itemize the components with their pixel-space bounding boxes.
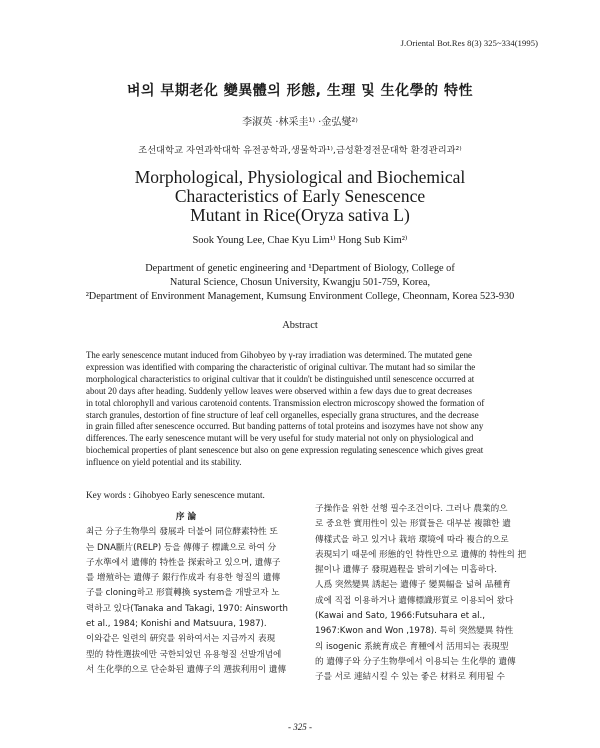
abstract-heading: Abstract <box>282 320 318 331</box>
korean-authors: 李淑英 ·林采圭¹⁾ ·金弘燮²⁾ <box>242 117 358 128</box>
abstract-line: in total chlorophyll and various carotenoid contents. Transmission electron microscopy showed the formation of <box>86 397 485 408</box>
right-column <box>315 502 525 686</box>
abstract-line: The early senescence mutant induced from Gihobyeo by γ-ray irradiation was determined. The mutated gene <box>86 350 472 360</box>
body-line: 로 중요한 實用性이 있는 形質들은 대부분 複雜한 遺 <box>315 519 511 530</box>
english-affiliation <box>0 262 600 304</box>
body-line: et al., 1984; Konishi and Matsuura, 1987). <box>86 619 267 630</box>
abstract-line: differences. The early senescence mutant will be very useful for study material not only on physiological and <box>86 433 474 444</box>
page-number: - 325 - <box>288 722 312 732</box>
journal-reference: J.Oriental Bot.Res 8(3) 325~334(1995) <box>400 38 538 48</box>
body-line: 이와같은 일련의 硏究를 위하여서는 지금까지 表現 <box>86 634 276 645</box>
body-line: 子를 cloning하고 形質轉換 system을 개발코자 노 <box>86 588 280 599</box>
body-line: 傳樣式을 하고 있거나 栽培 環境에 따라 複合的으로 <box>315 534 509 545</box>
abstract-line: in grain filled after senescence occurred. But banding patterns of total proteins and isozymes have not show any <box>86 421 484 432</box>
body-line: 的 遺傳子와 分子生物學에서 이용되는 生化學的 遺傳 <box>315 656 516 667</box>
body-line: 의 isogenic 系統育成은 育種에서 活用되는 表現型 <box>315 641 509 652</box>
body-line: 握이나 遺傳子 發現過程을 밝히기에는 미흡하다. <box>315 565 498 576</box>
korean-title: 벼의 早期老化 變異體의 形態, 生理 및 生化學的 特性 <box>126 83 474 99</box>
abstract-line: expression was identified with comparing the characteristic of original cultivar. The mutant had so similar the <box>86 361 476 372</box>
english-title-line: Morphological, Physiological and Biochemical <box>134 167 466 187</box>
body-line: 를 增殖하는 遺傳子 銀行作成과 有용한 형질의 遺傳 <box>86 573 281 584</box>
body-line: 成에 직접 이용하거나 遺傳標識形質로 이용되어 왔다 <box>315 595 514 606</box>
abstract-line: about 20 days after heading. Suddenly yellow leaves were observed within a few days due to great decreases <box>86 385 472 396</box>
section-heading: 序 論 <box>175 512 197 522</box>
abstract-line: starch granules, destortion of fine structure of leaf cell organelles, especially grana structures, and the decrease <box>86 409 479 420</box>
abstract-line: influence on yield potential and its stability. <box>86 457 242 468</box>
left-column <box>86 510 286 678</box>
affiliation-line: ²Department of Environment Management, Kumsung Environment College, Cheonnam, Korea 523-930 <box>85 291 515 302</box>
body-line: 서 生化學的으로 단순화된 遺傳子의 選拔利用이 遺傳 <box>86 664 287 675</box>
english-title-line: Characteristics of Early Senescence <box>174 186 426 206</box>
english-authors: Sook Young Lee, Chae Kyu Lim¹⁾ Hong Sub Kim²⁾ <box>192 235 408 246</box>
body-line: 人爲 突然變異 誘起는 遺傳子 變異幅을 넓혀 品種育 <box>315 580 511 591</box>
body-line: 型的 特性選拔에만 국한되었던 유용형질 선발개념에 <box>86 649 282 660</box>
abstract-body <box>86 350 516 469</box>
body-line: 는 DNA斷片(RELP) 등을 傳傳子 標識으로 하여 分 <box>86 542 277 553</box>
body-line: 子를 서로 連結시킬 수 있는 좋은 材料로 利用될 수 <box>315 672 505 683</box>
affiliation-line: Department of genetic engineering and ¹Department of Biology, College of <box>145 263 455 274</box>
body-line: (Kawai and Sato, 1966:Futsuhara et al., <box>315 611 485 622</box>
keywords: Key words : Gihobyeo Early senescence mutant. <box>86 490 265 500</box>
affiliation-line: Natural Science, Chosun University, Kwangju 501-759, Korea, <box>169 277 431 288</box>
body-line: 최근 分子生物學의 發展과 더불어 同位酵素特性 또 <box>86 527 278 538</box>
body-line: 表現되기 때문에 形態的인 特性만으로 遺傳的 特性의 把 <box>315 549 527 560</box>
english-title <box>0 168 600 225</box>
body-line: 子操作을 위한 선행 필수조건이다. 그러나 農業的으 <box>315 504 508 514</box>
body-line: 1967:Kwon and Won ,1978). 특히 突然變異 特性 <box>315 626 514 637</box>
body-line: 子水準에서 遺傳的 特性을 探索하고 있으며, 遺傳子 <box>86 557 281 568</box>
abstract-line: morphological characteristics to original cultivar that it couldn't be distinguished until senescence occurred at <box>86 373 475 384</box>
korean-affiliation: 조선대학교 자연과학대학 유전공학과,생물학과¹⁾,금성환경전문대학 환경관리과²⁾ <box>138 145 462 156</box>
english-title-line: Mutant in Rice(Oryza sativa L) <box>190 205 410 225</box>
body-line: 력하고 있다(Tanaka and Takagi, 1970: Ainsworth <box>86 603 288 614</box>
abstract-line: biochemical properties of plant senescence but also on gene expression regulating senescence which gives great <box>86 445 484 456</box>
